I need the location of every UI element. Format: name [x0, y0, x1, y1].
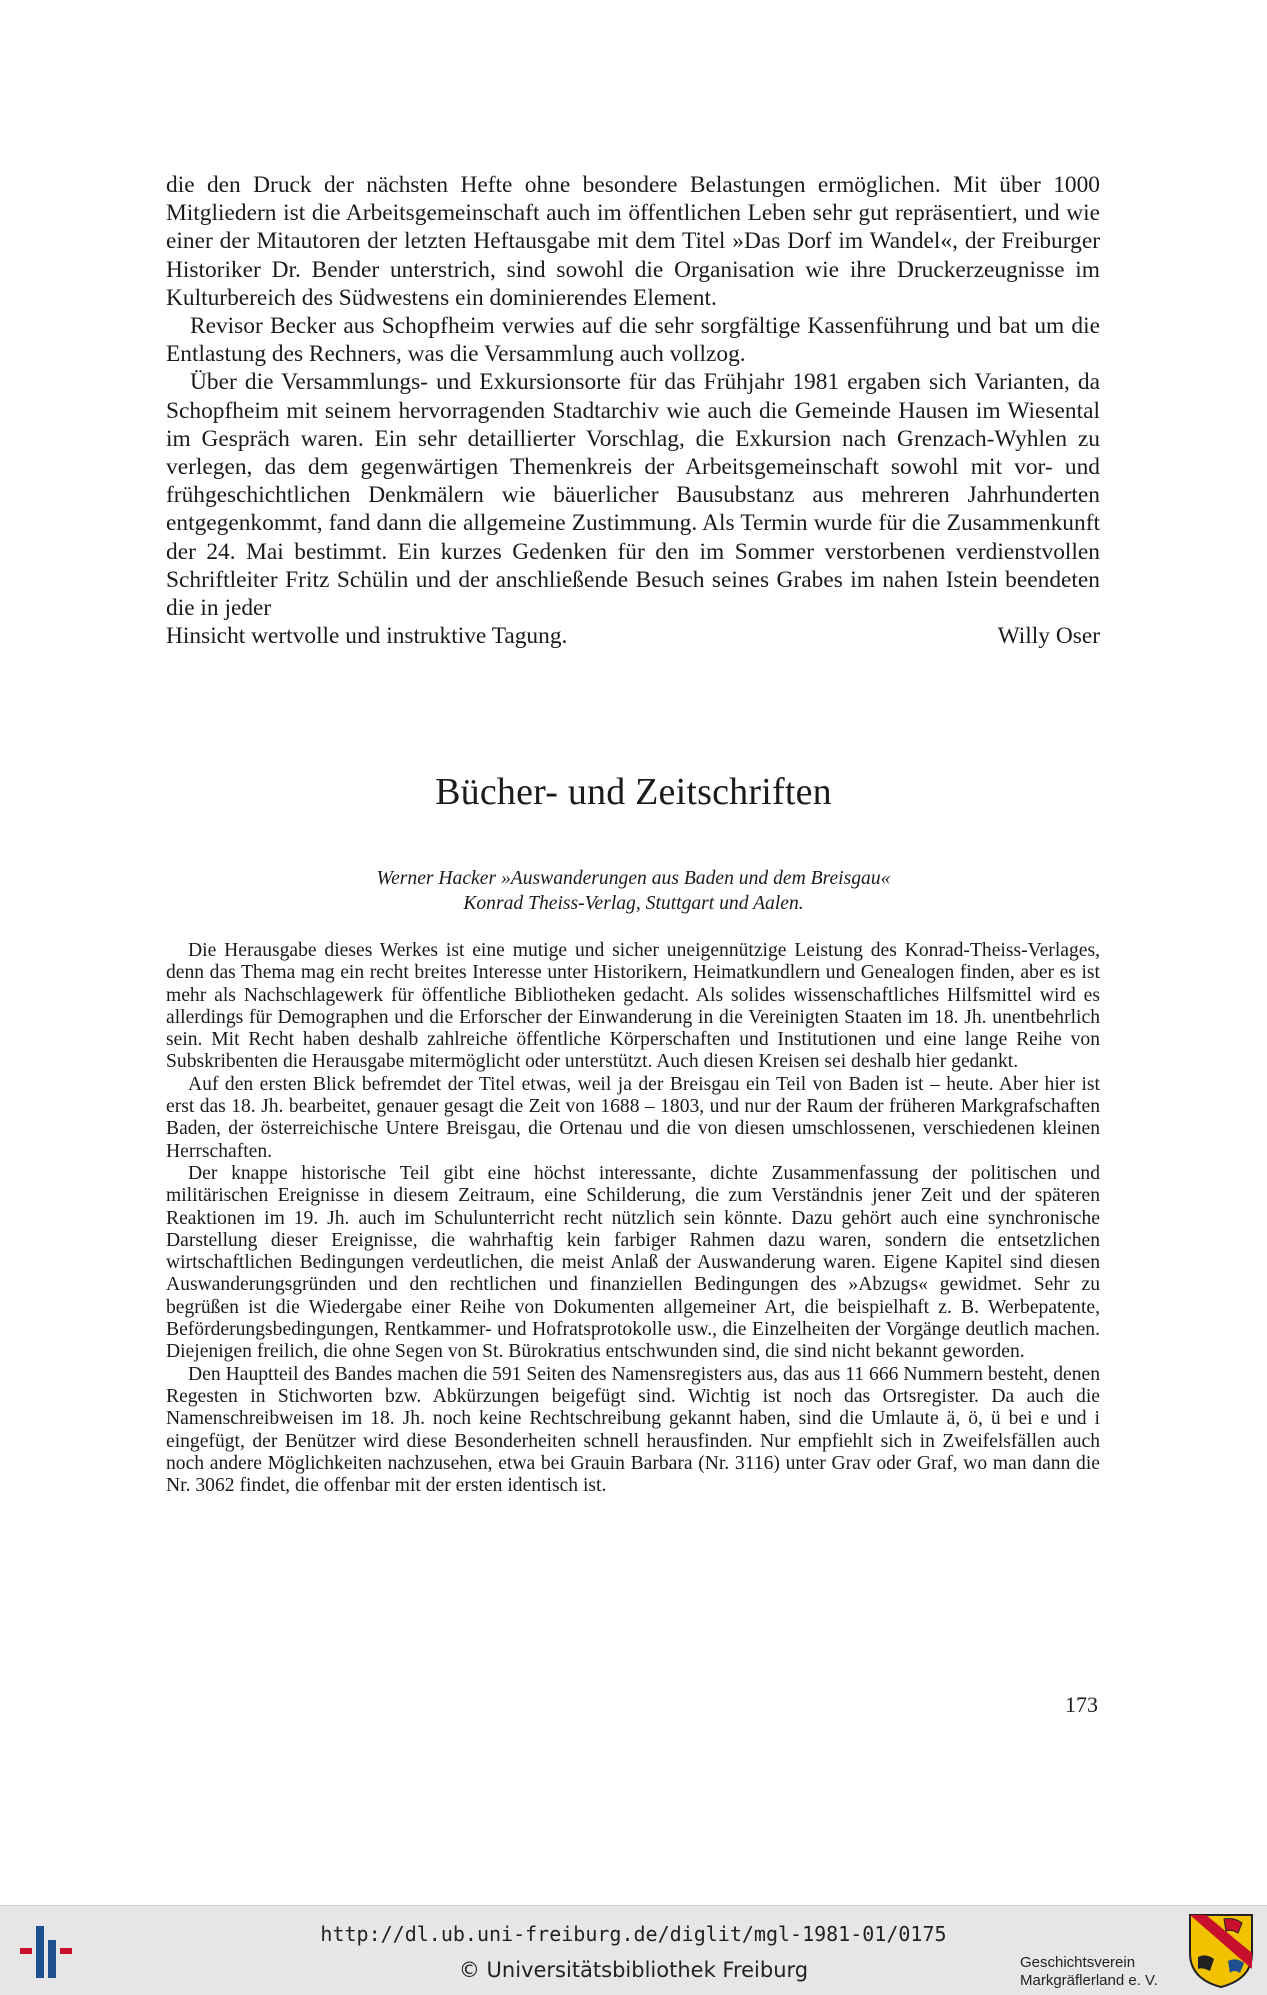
author-signature: Willy Oser	[997, 623, 1100, 650]
intro-closing-line	[166, 622, 1100, 650]
citation-author-title: Werner Hacker »Auswanderungen aus Baden und dem Breisgau«	[376, 868, 891, 889]
coat-of-arms-icon[interactable]	[1188, 1913, 1254, 1989]
intro-paragraph-2: Revisor Becker aus Schopfheim verwies auf die sehr sorgfältige Kassenführung und bat um die Entlastung des Rechners, was die Versammlung auch vollzog.	[166, 313, 1100, 368]
page-number: 173	[1065, 1692, 1098, 1717]
intro-last-line: Hinsicht wertvolle und instruktive Tagung.	[166, 623, 568, 650]
intro-paragraph-3: Über die Versammlungs- und Exkursionsorte für das Frühjahr 1981 ergaben sich Varianten, da Schopfheim mit seinem hervorragenden Stadtarchiv wie auch die Gemeinde Hausen im Wiesental im Gespräch waren. Ein sehr detaillierter Vorschlag, die Exkursion nach Grenzach-Wyhlen zu verlegen, das dem gegenwärtigen Themenkreis der Arbeitsgemeinschaft sowohl mit vor- und frühgeschichtlichen Denkmälern wie bäuerlicher Bausubstanz aus mehreren Jahrhunderten entgegenkommt, fand dann die allgemeine Zustimmung. Als Termin wurde für die Zusammenkunft der 24. Mai bestimmt. Ein kurzes Gedenken für den im Sommer verstorbenen verdienstvollen Schriftleiter Fritz Schülin und der anschließende Besuch seines Grabes im nahen Istein beendeten die in jeder	[166, 369, 1100, 622]
review-paragraph-2: Auf den ersten Blick befremdet der Titel etwas, weil ja der Breisgau ein Teil von Baden ist – heute. Aber hier ist erst das 18. Jh. bearbeitet, genauer gesagt die Zeit von 1688 – 1803, und nur der Raum der früheren Markgrafschaften Baden, der österreichische Untere Breisgau, die Ortenau und die von diesen umschlossenen, verschiedenen kleinen Herrschaften.	[166, 1073, 1100, 1162]
review-paragraph-1: Die Herausgabe dieses Werkes ist eine mutige und sicher uneigennützige Leistung des Konrad-Theiss-Verlages, denn das Thema mag ein recht breites Interesse unter Historikern, Heimatkundlern und Genealogen finden, aber es ist mehr als Nachschlagewerk für öffentliche Bibliotheken gedacht. Als solides wissenschaftliches Hilfsmittel wird es allerdings für Demographen und die Erforscher der Einwanderung in die Vereinigten Staaten im 18. Jh. unentbehrlich sein. Mit Recht haben deshalb zahlreiche öffentliche Körperschaften und Institutionen und eine lange Reihe von Subskribenten die Herausgabe mitermöglicht oder unterstützt. Auch diesen Kreisen sei deshalb hier gedankt.	[166, 940, 1100, 1073]
society-name	[1020, 1954, 1180, 1990]
society-name-line-1: Geschichtsverein	[1020, 1954, 1136, 1971]
book-citation	[0, 867, 1267, 916]
review-paragraph-4: Den Hauptteil des Bandes machen die 591 Seiten des Namensregisters aus, das aus 11 666 Nummern besteht, denen Regesten in Stichworten bzw. Abkürzungen beigefügt sind. Wichtig ist noch das Ortsregister. Da auch die Namenschreibweisen im 18. Jh. noch keine Rechtschreibung gekannt haben, sind die Umlaute ä, ö, ü bei e und i eingefügt, der Benützer wird diese Besonderheiten schnell herausfinden. Nur empfiehlt sich in Zweifelsfällen auch noch andere Möglichkeiten nachzusehen, etwa bei Grauin Barbara (Nr. 3116) unter Grav oder Graf, wo man dann die Nr. 3062 findet, die offenbar mit der ersten identisch ist.	[166, 1363, 1100, 1497]
citation-publisher: Konrad Theiss-Verlag, Stuttgart und Aalen.	[463, 892, 804, 914]
permalink-url[interactable]: http://dl.ub.uni-freiburg.de/diglit/mgl-1981-01/0175	[320, 1922, 947, 1946]
review-text	[166, 940, 1100, 1497]
copyright-notice: © Universitätsbibliothek Freiburg	[458, 1958, 809, 1982]
footer-bar	[0, 1905, 1267, 1995]
section-title: Bücher- und Zeitschriften	[435, 771, 832, 813]
intro-paragraph-1: die den Druck der nächsten Hefte ohne besondere Belastungen ermöglichen. Mit über 1000 Mitgliedern ist die Arbeitsgemeinschaft auch im öffentlichen Leben sehr gut repräsentiert, und wie einer der Mitautoren der letzten Heftausgabe mit dem Titel »Das Dorf im Wandel«, der Freiburger Historiker Dr. Bender unterstrich, sind sowohl die Organisation wie ihre Druckerzeugnisse im Kulturbereich des Südwestens ein dominierendes Element.	[166, 172, 1100, 311]
intro-text	[166, 171, 1100, 650]
society-name-line-2: Markgräflerland e. V.	[1020, 1972, 1158, 1989]
review-paragraph-3: Der knappe historische Teil gibt eine höchst interessante, dichte Zusammenfassung der politischen und militärischen Ereignisse in diesem Zeitraum, eine Schilderung, die zum Verständnis jener Zeit und der späteren Reaktionen im 19. Jh. auch im Schulunterricht recht nützlich sein könnte. Dazu gehört auch eine synchronische Darstellung dieser Ereignisse, die wahrhaftig kein farbiger Rahmen dazu waren, sondern die entsetzlichen wirtschaftlichen Bedingungen verdeutlichen, die meist Anlaß der Auswanderung waren. Eigene Kapitel sind diesen Auswanderungsgründen und den rechtlichen und finanziellen Bedingungen des »Abzugs« gewidmet. Sehr zu begrüßen ist die Wiedergabe einer Reihe von Dokumenten allgemeiner Art, die beispielhaft z. B. Werbepatente, Beförderungsbedingungen, Rentkammer- und Hofratsprotokolle usw., die Einzelheiten der Vorgänge deutlich machen. Diejenigen freilich, die ohne Segen von St. Bürokratius entschwunden sind, die sind nicht bekannt geworden.	[166, 1162, 1100, 1363]
